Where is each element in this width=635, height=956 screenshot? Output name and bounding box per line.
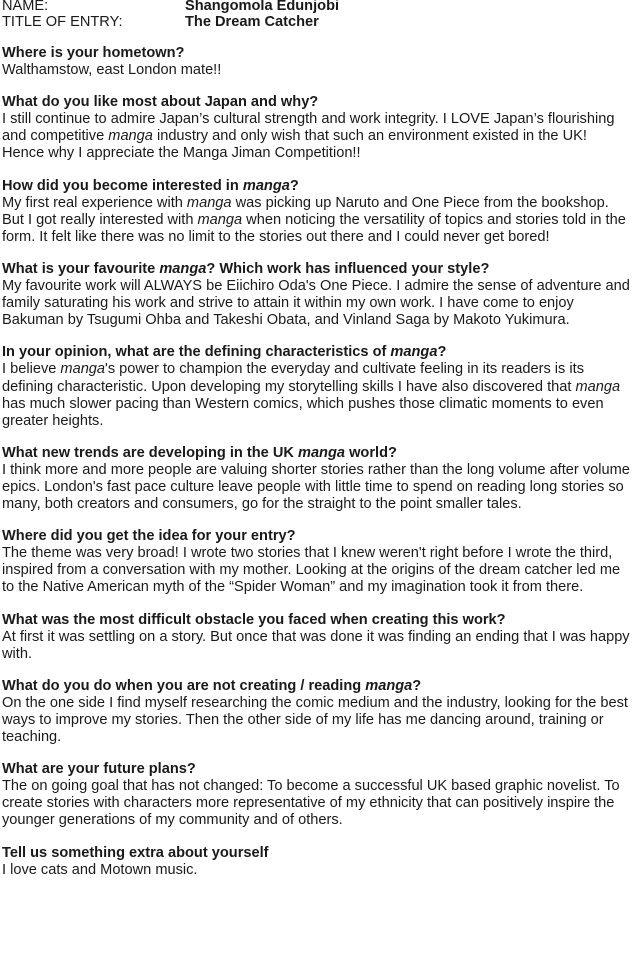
answer (2, 629, 633, 663)
qa-hometown (2, 45, 633, 79)
question-text: What do you like most about Japan and why? (2, 94, 319, 111)
qa-obstacle (2, 612, 633, 663)
answer-text: I love cats and Motown music. (2, 861, 198, 878)
question-text: ? Which work has influenced your style? (206, 260, 490, 277)
answer-text: On the one side I find myself researching the comic medium and the industry, looking for the best ways to improve my stories. Then the other side of my life has me dancing around, training or teaching. (2, 694, 628, 746)
question-text: world? (345, 444, 397, 461)
answer-text: Walthamstow, east London mate!! (2, 62, 222, 79)
qa-future (2, 761, 633, 829)
answer-text: has much slower pacing than Western comics, which pushes those climatic moments to even greater heights. (2, 395, 604, 429)
answer-emphasis: manga (186, 194, 232, 211)
question-text: ? (437, 344, 447, 361)
name-row (2, 0, 633, 15)
question-text: What do you do when you are not creating / reading (2, 677, 366, 694)
answer-text: I think more and more people are valuing shorter stories rather than the long volume after volume epics. London's fast pace culture leave people with little time to spend on reading long stories so many, both creators and consumers, go for the straight to the point smaller tales. (2, 461, 630, 513)
question-emphasis: manga (242, 177, 290, 194)
question-emphasis: manga (365, 677, 413, 694)
question (2, 761, 633, 778)
question (2, 45, 633, 62)
answer (2, 195, 633, 246)
title-value: The Dream Catcher (185, 13, 319, 30)
answer-text: The theme was very broad! I wrote two stories that I knew weren't right before I wrote the third, inspired from a conversation with my mother. Looking at the origins of the dream catcher led me to the Native American myth of the “Spider Woman” and my imagination took it from there. (2, 545, 621, 596)
question-text: Tell us something extra about yourself (2, 844, 269, 861)
qa-interest (2, 178, 633, 246)
answer-text: At first it was settling on a story. But once that was done it was finding an ending that I was happy with. (2, 628, 630, 662)
qa-characteristics (2, 344, 633, 429)
question-text: In your opinion, what are the defining characteristics of (2, 344, 391, 361)
answer (2, 361, 633, 429)
question-text: What is your favourite (2, 260, 160, 277)
question (2, 178, 633, 195)
answer-text: My first real experience with (2, 194, 187, 211)
answer (2, 462, 633, 513)
answer-text: was picking up Naruto and One Piece from the bookshop. But I got really interested with (2, 194, 609, 228)
answer-text: My favourite work will ALWAYS be Eiichiro Oda's One Piece. I admire the sense of adventure and family saturating his work and strive to attain it within my own work. I have come to enjoy Bakuman by Tsugumi Ohba and Takeshi Obata, and Vinland Saga by Makoto Yukimura. (2, 278, 630, 329)
question (2, 678, 633, 695)
question-emphasis: manga (159, 260, 207, 277)
title-row (2, 15, 633, 31)
qa-extra (2, 845, 633, 879)
question (2, 528, 633, 545)
title-label: TITLE OF ENTRY: (2, 13, 123, 30)
answer (2, 778, 633, 829)
answer-emphasis: manga (575, 378, 621, 395)
qa-favourite (2, 261, 633, 329)
answer (2, 278, 633, 329)
qa-idea (2, 528, 633, 596)
name-label: NAME: (2, 0, 49, 14)
answer-text: industry and only wish that such an environment existed in the UK! Hence why I appreciate the Manga Jiman Competition!! (2, 128, 587, 162)
question (2, 845, 633, 862)
answer-emphasis: manga (108, 128, 153, 145)
qa-japan (2, 94, 633, 162)
question-text: ? (289, 177, 299, 194)
question-text: ? (412, 677, 422, 694)
answer-text: I still continue to admire Japan’s cultural strength and work integrity. I LOVE Japan’s flourishing and competitive (2, 111, 615, 145)
answer-text: 's power to champion the everyday and cultivate feeling in its readers is its defining characteristic. Upon developing my storytelling skills I have also discovered that (2, 361, 584, 395)
question (2, 344, 633, 361)
answer (2, 862, 633, 879)
qa-trends (2, 445, 633, 513)
question (2, 261, 633, 278)
question-text: What new trends are developing in the UK (2, 444, 298, 461)
answer (2, 695, 633, 746)
qa-free-time (2, 678, 633, 746)
question-text: Where did you get the idea for your entry? (2, 528, 296, 545)
answer-emphasis: manga (60, 361, 106, 378)
question (2, 94, 633, 111)
answer (2, 545, 633, 596)
name-value: Shangomola Edunjobi (185, 0, 340, 14)
question-text: Where is your hometown? (2, 45, 185, 61)
answer-text: I believe (2, 361, 61, 378)
answer-emphasis: manga (197, 211, 243, 228)
answer-text: when noticing the versatility of topics and stories told in the form. It felt like there was no limit to the stories out there and I could never get bored! (2, 211, 626, 245)
question-emphasis: manga (297, 444, 346, 461)
answer (2, 111, 633, 162)
question-emphasis: manga (390, 344, 438, 361)
question (2, 612, 633, 629)
question-text: How did you become interested in (2, 177, 243, 194)
question-text: What was the most difficult obstacle you faced when creating this work? (2, 611, 506, 628)
answer-text: The on going goal that has not changed: To become a successful UK based graphic novelist. To create stories with characters more representative of my ethnicity that can positively inspire the younger generations of my community and of others. (2, 778, 620, 829)
answer (2, 62, 633, 79)
question-text: What are your future plans? (2, 761, 196, 778)
question (2, 445, 633, 462)
